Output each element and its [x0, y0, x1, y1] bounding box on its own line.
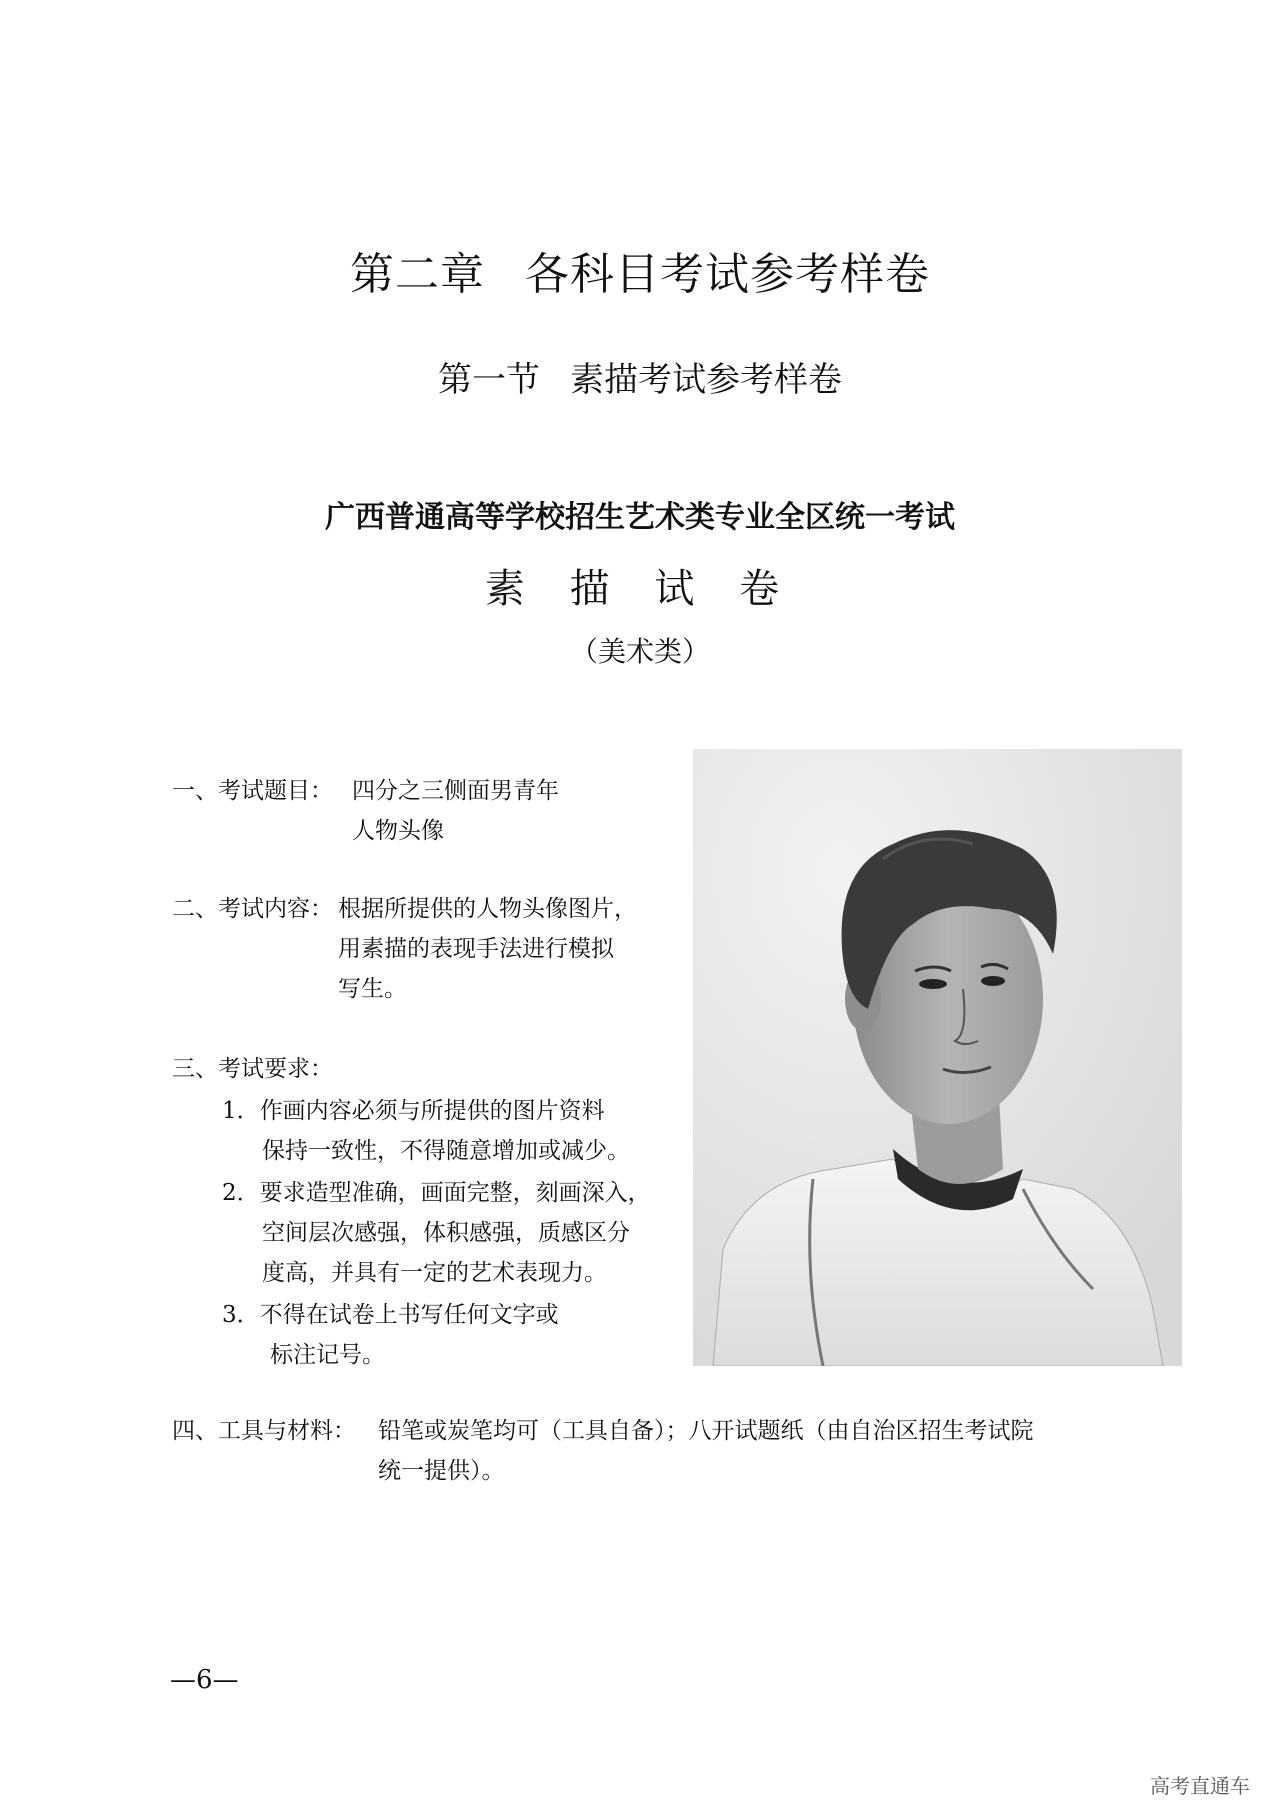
exam-organization: 广西普通高等学校招生艺术类专业全区统一考试 — [325, 500, 955, 535]
paper-title: 素 描 试 卷 — [484, 566, 796, 612]
requirement-1-line-1: 1．作画内容必须与所提供的图片资料 — [222, 1098, 605, 1124]
content-line-3: 写生。 — [338, 976, 407, 1002]
topic-line-1: 四分之三侧面男青年 — [352, 778, 559, 804]
content-line-1: 根据所提供的人物头像图片， — [338, 896, 637, 922]
reference-portrait-photo — [693, 749, 1182, 1366]
chapter-title — [0, 238, 1280, 302]
page-number: —6— — [170, 1665, 239, 1695]
tools-label: 四、工具与材料： — [172, 1418, 356, 1444]
chapter-name: 各科目考试参考样卷 — [525, 249, 930, 300]
section-title — [0, 352, 1280, 401]
section-name: 素描考试参考样卷 — [570, 360, 842, 400]
requirement-3-line-1: 3．不得在试卷上书写任何文字或 — [222, 1302, 559, 1328]
content-label: 二、考试内容： — [172, 896, 333, 922]
requirement-2-line-3: 度高，并具有一定的艺术表现力。 — [262, 1260, 607, 1286]
paper-subtitle: （美术类） — [569, 635, 710, 668]
tools-line-1: 铅笔或炭笔均可（工具自备）；八开试题纸（由自治区招生考试院 — [378, 1418, 1034, 1444]
section-label: 第一节 — [438, 360, 540, 400]
requirement-3-line-2: 标注记号。 — [270, 1342, 385, 1368]
requirement-2-line-2: 空间层次感强，体积感强，质感区分 — [262, 1220, 630, 1246]
tools-line-2: 统一提供）。 — [378, 1458, 505, 1484]
portrait-illustration — [693, 749, 1182, 1366]
watermark-text: 高考直通车 — [1150, 1774, 1250, 1798]
requirement-1-line-2: 保持一致性，不得随意增加或减少。 — [262, 1138, 630, 1164]
requirement-2-line-1: 2．要求造型准确，画面完整，刻画深入， — [222, 1180, 651, 1206]
topic-label: 一、考试题目： — [172, 778, 333, 804]
topic-line-2: 人物头像 — [352, 818, 444, 844]
content-line-2: 用素描的表现手法进行模拟 — [338, 936, 614, 962]
requirements-label: 三、考试要求： — [172, 1056, 333, 1082]
chapter-label: 第二章 — [350, 249, 485, 300]
